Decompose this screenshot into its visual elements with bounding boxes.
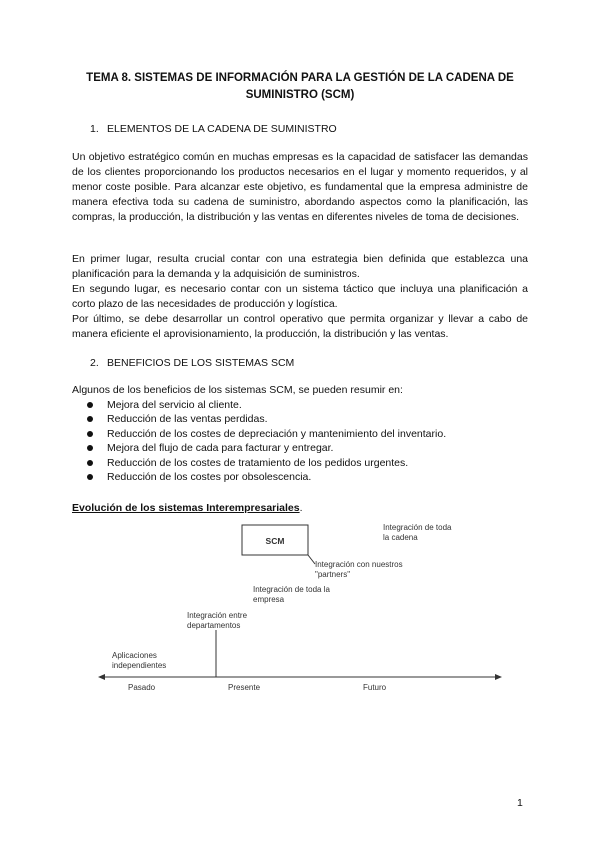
bullet-icon — [87, 474, 93, 480]
stage-4-line-1: Integración con nuestros — [315, 560, 403, 569]
list-item — [72, 398, 528, 413]
arrow-right-icon — [495, 674, 502, 680]
stage-2-line-2: departamentos — [187, 621, 241, 630]
evolution-heading-text: Evolución de los sistemas Interempresariales — [72, 502, 300, 514]
list-item — [72, 441, 528, 456]
stage-1-line-2: independientes — [112, 661, 167, 670]
bullet-icon — [87, 402, 93, 408]
list-item-text: Reducción de los costes de tratamiento de los pedidos urgentes. — [107, 456, 409, 469]
section-1-heading — [90, 122, 337, 136]
arrow-left-icon — [98, 674, 105, 680]
evolution-heading-suffix: . — [299, 502, 303, 514]
paragraph-text: En primer lugar, resulta crucial contar con una estrategia bien definida que establezca una planificación para la demanda y la adquisición de suministros. — [72, 253, 528, 280]
list-item — [72, 470, 528, 485]
stage-5-line-1: Integración de toda — [383, 523, 452, 532]
list-item-text: Reducción de los costes de depreciación y mantenimiento del inventario. — [107, 427, 447, 440]
bullet-icon — [87, 431, 93, 437]
stage-4-line-2: "partners" — [315, 570, 351, 579]
stage-5-line-2: la cadena — [383, 533, 418, 542]
section-1-number: 1. — [90, 123, 99, 135]
section-1-title: ELEMENTOS DE LA CADENA DE SUMINISTRO — [107, 123, 337, 135]
bullet-icon — [87, 460, 93, 466]
benefits-intro: Algunos de los beneficios de los sistemas SCM, se pueden resumir en: — [72, 384, 403, 396]
scm-box-label: SCM — [265, 536, 285, 546]
stage-2-line-1: Integración entre — [187, 611, 248, 620]
section-2-heading — [90, 356, 294, 370]
page-title: TEMA 8. SISTEMAS DE INFORMACIÓN PARA LA GESTIÓN DE LA CADENA DE SUMINISTRO (SCM) — [86, 72, 514, 101]
stage-3-line-1: Integración de toda la — [253, 585, 330, 594]
axis-label-past: Pasado — [128, 683, 156, 692]
list-item-text: Reducción de las ventas perdidas. — [107, 413, 268, 425]
axis-label-future: Futuro — [363, 683, 387, 692]
list-item — [72, 412, 528, 427]
section-1-paragraph-1 — [72, 150, 528, 225]
list-item-text: Reducción de los costes por obsolescencia. — [107, 471, 312, 483]
list-item-text: Mejora del servicio al cliente. — [107, 398, 242, 411]
bullet-icon — [87, 416, 93, 422]
paragraph-text: Por último, se debe desarrollar un control operativo que permita organizar y llevar a cabo de manera eficiente el aprovisionamiento, la producción, la distribución y las ventas. — [72, 313, 528, 340]
bullet-icon — [87, 445, 93, 451]
list-item — [72, 427, 528, 442]
list-item-text: Mejora del flujo de cada para facturar y entregar. — [107, 442, 334, 454]
list-item — [72, 456, 528, 471]
scm-pointer — [308, 555, 315, 564]
section-1-paragraph-group — [72, 252, 528, 342]
page-number: 1 — [517, 797, 523, 809]
section-2-number: 2. — [90, 357, 99, 369]
evolution-heading — [72, 502, 303, 514]
paragraph-text: Un objetivo estratégico común en muchas empresas es la capacidad de satisfacer las demandas de los clientes proporcionando los productos necesarios en el lugar y momento requeridos, y al menor coste posible. Para alcanzar este objetivo, es fundamental que la empresa administre de manera efectiva toda su cadena de suministro, abordando aspectos como la planificación, las compras, la producción, la distribución y las ventas en diferentes niveles de toma de decisiones. — [72, 151, 528, 223]
axis-label-present: Presente — [228, 683, 261, 692]
paragraph-text: En segundo lugar, es necesario contar con un sistema táctico que incluya una planificación a corto plazo de las necesidades de producción y logística. — [72, 283, 528, 310]
section-2-title: BENEFICIOS DE LOS SISTEMAS SCM — [107, 357, 295, 369]
stage-1-line-1: Aplicaciones — [112, 651, 157, 660]
benefits-list — [72, 383, 528, 485]
stage-3-line-2: empresa — [253, 595, 285, 604]
evolution-diagram — [90, 515, 510, 695]
